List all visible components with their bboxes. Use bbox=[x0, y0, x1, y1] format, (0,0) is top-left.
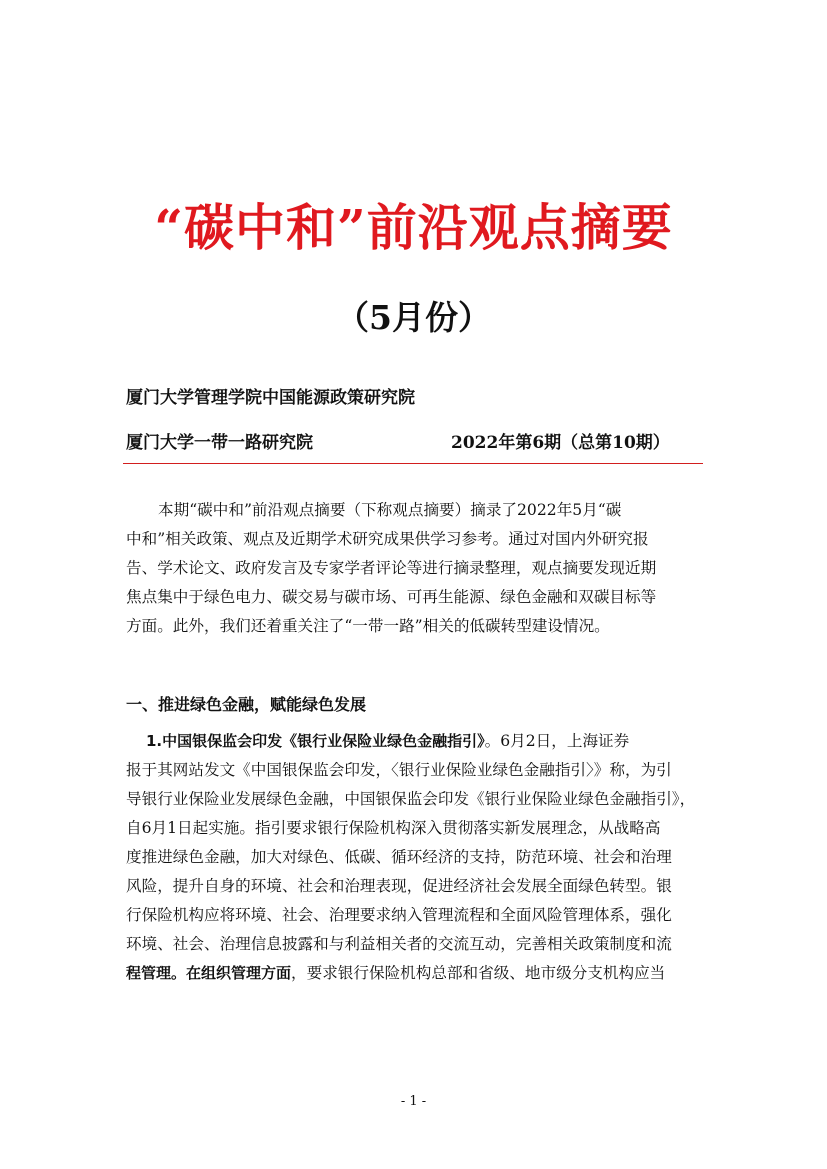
item-line: 度推进绿色金融，加大对绿色、低碳、循环经济的支持，防范环境、社会和治理 bbox=[126, 848, 672, 866]
document-subtitle: （5月份） bbox=[336, 298, 491, 337]
item-line: 报于其网站发文《中国银保监会印发，〈银行业保险业绿色金融指引〉》称，为引 bbox=[126, 761, 672, 779]
intro-line: 焦点集中于绿色电力、碳交易与碳市场、可再生能源、绿色金融和双碳目标等 bbox=[126, 588, 657, 606]
org-name-1: 厦门大学管理学院中国能源政策研究院 bbox=[126, 388, 415, 408]
section-item-1 bbox=[126, 727, 706, 988]
header-divider bbox=[123, 463, 703, 464]
intro-line: 本期“碳中和”前沿观点摘要（下称观点摘要）摘录了2022年5月“碳 bbox=[158, 501, 622, 519]
item-line: 风险，提升自身的环境、社会和治理表现，促进经济社会发展全面绿色转型。银 bbox=[126, 877, 672, 895]
org-name-2: 厦门大学一带一路研究院 bbox=[126, 433, 313, 453]
intro-line: 中和”相关政策、观点及近期学术研究成果供学习参考。通过对国内外研究报 bbox=[126, 530, 649, 548]
section-heading: 一、推进绿色金融，赋能绿色发展 bbox=[126, 695, 367, 714]
item-lead: 1.中国银保监会印发《银行业保险业绿色金融指引》 bbox=[146, 732, 485, 750]
item-line: 行保险机构应将环境、社会、治理要求纳入管理流程和全面风险管理体系，强化 bbox=[126, 906, 672, 924]
item-line: 程管理。在组织管理方面，要求银行保险机构总部和省级、地市级分支机构应当 bbox=[126, 964, 666, 982]
intro-line: 方面。此外，我们还着重关注了“一带一路”相关的低碳转型建设情况。 bbox=[126, 617, 610, 635]
item-sublead: 程管理。在组织管理方面 bbox=[126, 964, 292, 982]
item-line: 环境、社会、治理信息披露和与利益相关者的交流互动，完善相关政策制度和流 bbox=[126, 935, 672, 953]
issue-number: 2022年第6期（总第10期） bbox=[451, 433, 670, 453]
item-line: 自6月1日起实施。指引要求银行保险机构深入贯彻落实新发展理念，从战略高 bbox=[126, 819, 661, 837]
item-line: 1.中国银保监会印发《银行业保险业绿色金融指引》。6月2日，上海证券 bbox=[146, 732, 630, 750]
page-number: - 1 - bbox=[400, 1094, 427, 1109]
document-title: “碳中和”前沿观点摘要 bbox=[154, 198, 673, 257]
intro-paragraph bbox=[126, 496, 706, 641]
item-line: 导银行业保险业发展绿色金融，中国银保监会印发《银行业保险业绿色金融指引》， bbox=[126, 790, 696, 808]
intro-line: 告、学术论文、政府发言及专家学者评论等进行摘录整理，观点摘要发现近期 bbox=[126, 559, 657, 577]
